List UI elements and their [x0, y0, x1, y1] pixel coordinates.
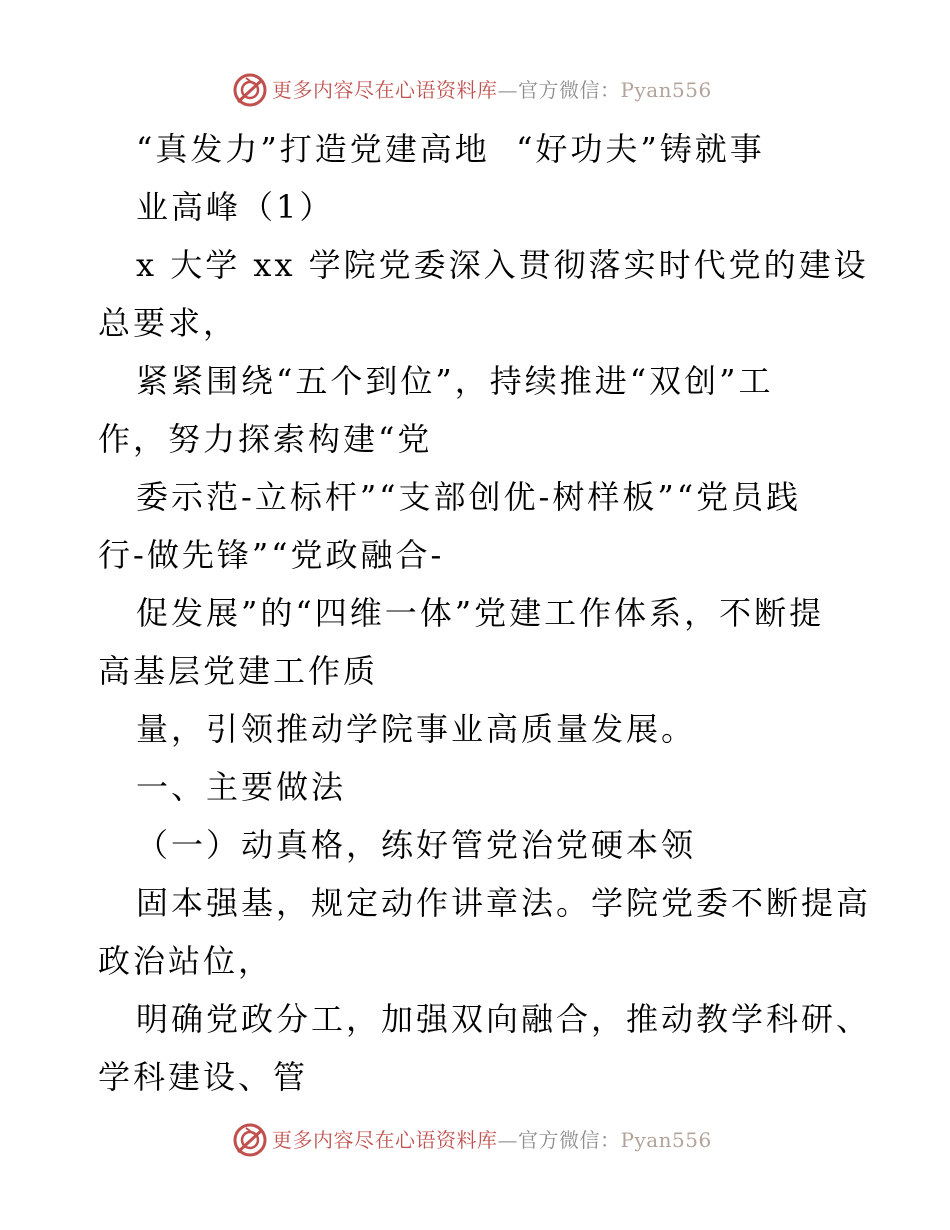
paragraph-line: 一、主要做法: [136, 768, 347, 806]
watermark-banner-top: [0, 70, 950, 110]
watermark-dash: —: [497, 78, 518, 102]
paragraph-line: x 大学 xx 学院党委深入贯彻落实时代党的建设: [136, 246, 869, 284]
paragraph-line: 学科建设、管: [98, 1058, 309, 1096]
watermark-wechat-id: Pyan556: [620, 1128, 712, 1152]
document-body: [98, 120, 872, 1106]
watermark-dash: —: [497, 1128, 518, 1152]
paragraph-line: 政治站位，: [98, 942, 274, 980]
watermark-official-text: 官方微信：: [518, 1128, 621, 1152]
paragraph-line: 明确党政分工，加强双向融合，推动教学科研、: [136, 1000, 872, 1038]
seal-logo-icon: [232, 1122, 268, 1158]
paragraph-line: 促发展”的“四维一体”党建工作体系，不断提: [136, 594, 825, 632]
paragraph-line: 作，努力探索构建“党: [98, 420, 433, 458]
paragraph-line: 量，引领推动学院事业高质量发展。: [136, 710, 697, 748]
paragraph-line: “真发力”打造党建高地 “好功夫”铸就事: [136, 130, 765, 168]
paragraph-line: 固本强基，规定动作讲章法。学院党委不断提高: [136, 884, 872, 922]
paragraph-line: 紧紧围绕“五个到位”，持续推进“双创”工: [136, 362, 774, 400]
paragraph-line: 业高峰（1）: [136, 188, 335, 226]
watermark-wechat-id: Pyan556: [620, 78, 712, 102]
paragraph-line: 委示范-立标杆”“支部创优-树样板”“党员践: [136, 478, 802, 516]
paragraph-line: 高基层党建工作质: [98, 652, 379, 690]
seal-logo-icon: [232, 72, 268, 108]
paragraph-line: 总要求，: [98, 304, 239, 342]
watermark-banner-bottom: [0, 1120, 950, 1160]
watermark-official-text: 官方微信：: [518, 78, 621, 102]
watermark-main-text: 更多内容尽在心语资料库: [272, 78, 498, 102]
watermark-text: [272, 1126, 712, 1154]
watermark-main-text: 更多内容尽在心语资料库: [272, 1128, 498, 1152]
watermark-text: [272, 76, 712, 104]
paragraph-line: 行-做先锋”“党政融合-: [98, 536, 445, 574]
paragraph-line: （一）动真格，练好管党治党硬本领: [136, 826, 697, 864]
